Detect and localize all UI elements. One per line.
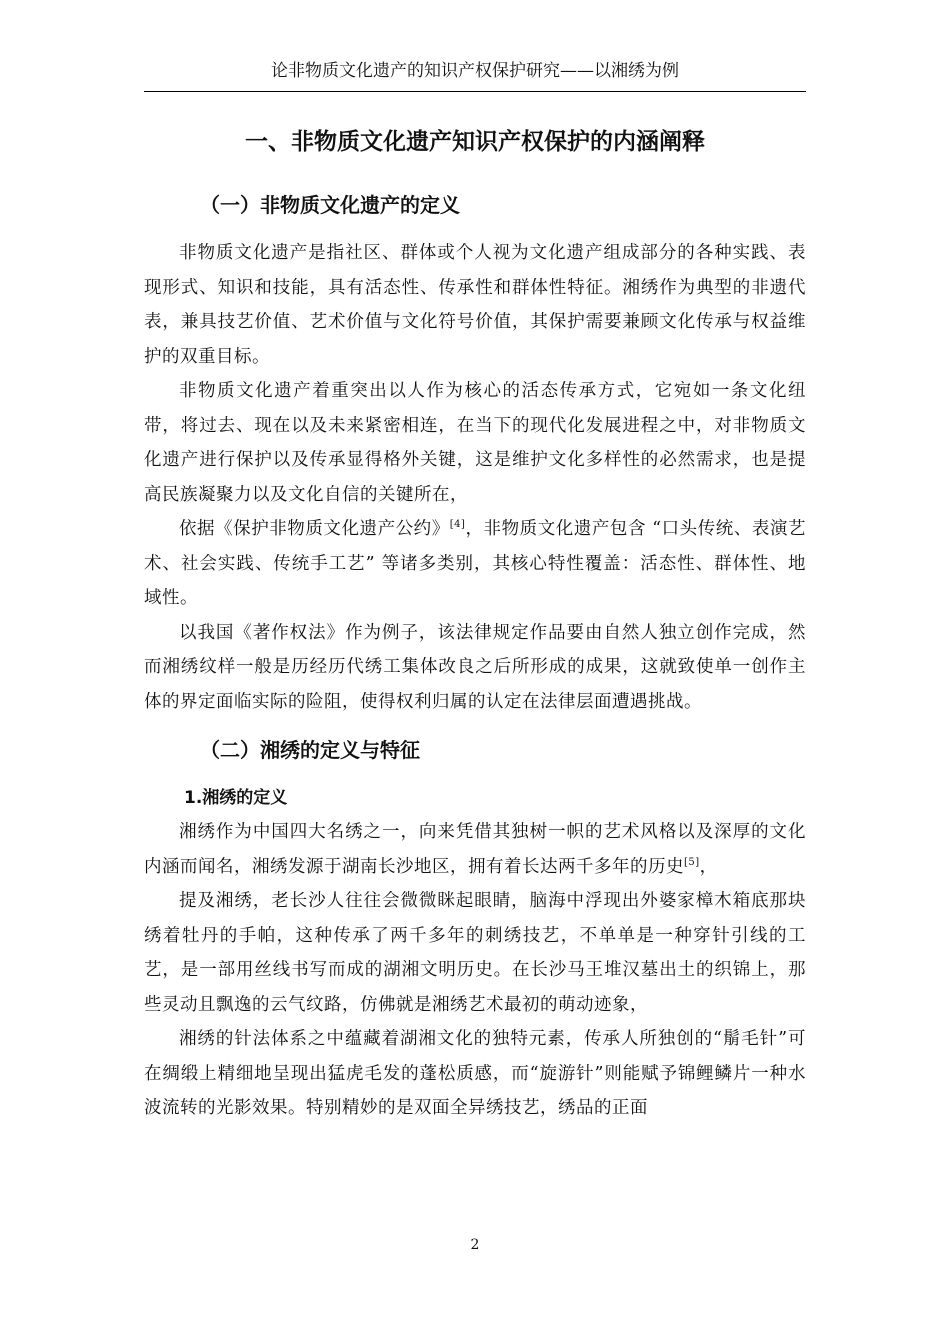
header-rule	[144, 91, 806, 92]
section-heading-definition: （一）非物质文化遗产的定义	[200, 193, 460, 217]
paragraph: 非物质文化遗产是指社区、群体或个人视为文化遗产组成部分的各种实践、表现形式、知识和技能，具有活态性、传承性和群体性特征。湘绣作为典型的非遗代表，兼具技艺价值、艺术价值与文化符号价值，其保护需要兼顾文化传承与权益维护的双重目标。	[144, 243, 806, 367]
paragraph: 以我国《著作权法》作为例子，该法律规定作品要由自然人独立创作完成，然而湘绣纹样一般是历经历代绣工集体改良之后所形成的成果，这就致使单一创作主体的界定面临实际的险阻，使得权利归属的认定在法律层面遭遇挑战。	[144, 622, 806, 712]
paragraph: 非物质文化遗产着重突出以人作为核心的活态传承方式，它宛如一条文化纽带，将过去、现在以及未来紧密相连，在当下的现代化发展进程之中，对非物质文化遗产进行保护以及传承显得格外关键，这是维护文化多样性的必然需求，也是提高民族凝聚力以及文化自信的关键所在，	[144, 381, 806, 505]
paragraph-text: 依据《保护非物质文化遗产公约》	[179, 519, 450, 539]
paragraph-text: ，非物质文化遗产包含 “口头传统、表演艺术、社会实践、传统手工艺” 等诸多类别，其核心特性覆盖：活态性、群体性、地域性。	[144, 519, 806, 608]
page-body	[144, 120, 806, 1126]
section-heading-xiangxiu: （二）湘绣的定义与特征	[200, 738, 420, 762]
paragraph: 湘绣的针法体系之中蕴藏着湖湘文化的独特元素，传承人所独创的“鬅毛针”可在绸缎上精细地呈现出猛虎毛发的蓬松质感，而“旋游针”则能赋予锦鲤鳞片一种水波流转的光影效果。特别精妙的是双面全异绣技艺，绣品的正面	[144, 1029, 806, 1118]
paragraph	[144, 815, 806, 884]
running-header: 论非物质文化遗产的知识产权保护研究——以湘绣为例	[271, 61, 679, 81]
citation-ref: [5]	[684, 856, 700, 868]
page-number: 2	[470, 1237, 480, 1253]
paragraph	[144, 512, 806, 616]
paragraph-text: 湘绣作为中国四大名绣之一，向来凭借其独树一帜的艺术风格以及深厚的文化内涵而闻名，湘绣发源于湖南长沙地区，拥有着长达两千多年的历史	[144, 822, 806, 877]
paragraph: 提及湘绣，老长沙人往往会微微眯起眼睛，脑海中浮现出外婆家樟木箱底那块绣着牡丹的手帕，这种传承了两千多年的刺绣技艺，不单单是一种穿针引线的工艺，是一部用丝线书写而成的湖湘文明历史。在长沙马王堆汉墓出土的织锦上，那些灵动且飘逸的云气纹路，仿佛就是湘绣艺术最初的萌动迹象，	[144, 891, 806, 1015]
paragraph-text: ，	[699, 856, 718, 877]
subsection-heading: 1.湘绣的定义	[184, 788, 288, 808]
chapter-title: 一、非物质文化遗产知识产权保护的内涵阐释	[245, 129, 705, 155]
citation-ref: [4]	[449, 519, 466, 531]
